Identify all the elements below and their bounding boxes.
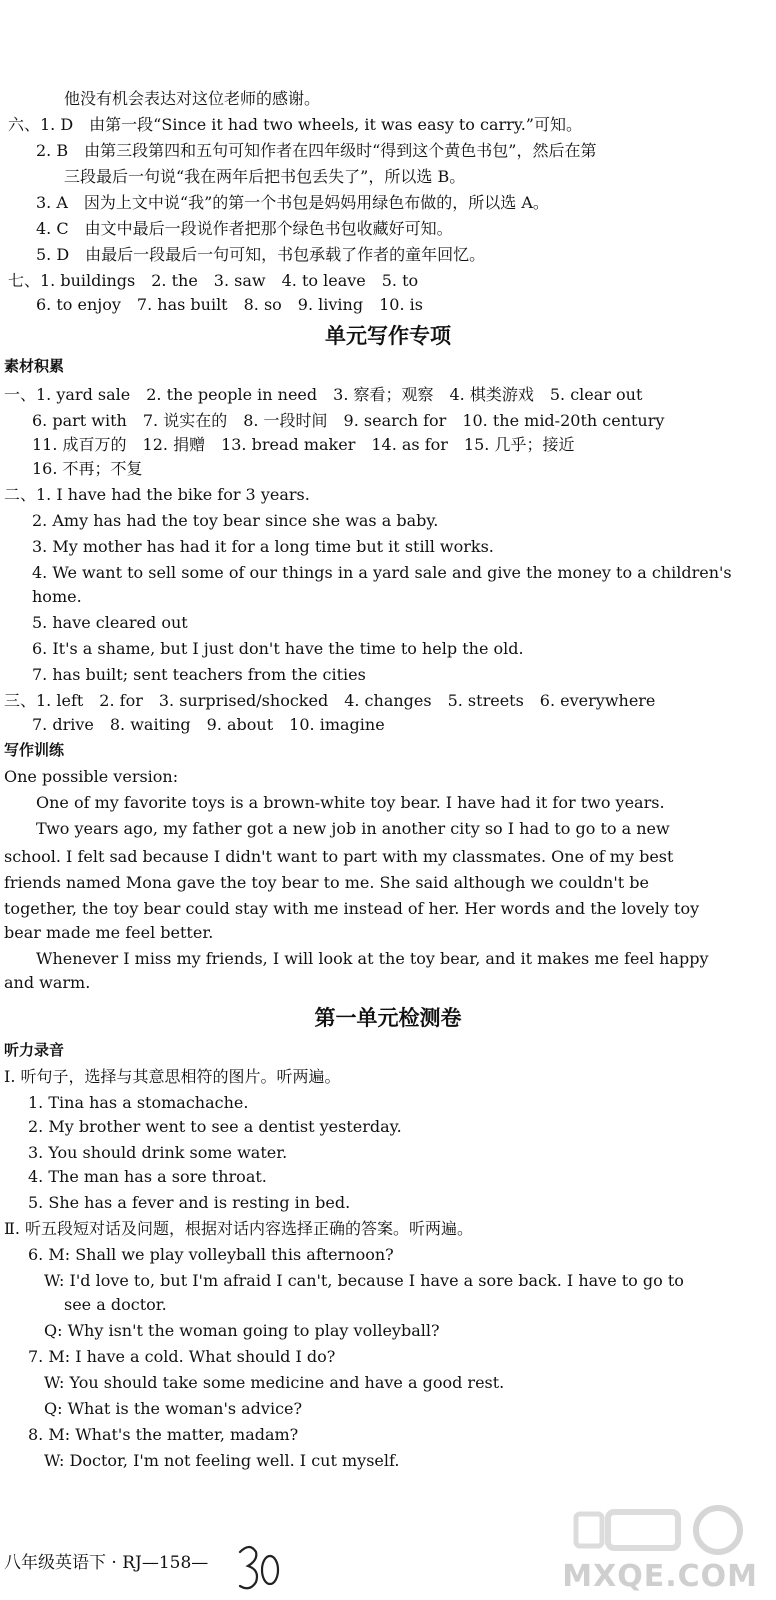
transcript-line: W: I'd love to, but I'm afraid I can't, because I have a sore back. I have to go to: [44, 1271, 684, 1290]
answer-line: 一、1. yard sale 2. the people in need 3. 察看；观察 4. 棋类游戏 5. clear out: [4, 385, 643, 404]
transcript-line: 7. M: I have a cold. What should I do?: [28, 1347, 336, 1366]
transcript-line: 3. You should drink some water.: [28, 1143, 288, 1162]
transcript-line: Q: Why isn't the woman going to play volleyball?: [44, 1321, 440, 1340]
subsection-label-material: 素材积累: [4, 357, 65, 375]
transcript-line: 5. She has a fever and is resting in bed.: [28, 1193, 351, 1212]
essay-line: One possible version:: [4, 767, 179, 786]
answer-line: 6. It's a shame, but I just don't have the time to help the old.: [32, 639, 524, 658]
subsection-label-training: 写作训练: [4, 741, 65, 759]
answer-line: 11. 成百万的 12. 捐赠 13. bread maker 14. as for 15. 几乎；接近: [32, 435, 575, 454]
handwritten-mark: [236, 1540, 282, 1596]
essay-line: Whenever I miss my friends, I will look at the toy bear, and it makes me feel happy: [36, 949, 709, 968]
essay-line: and warm.: [4, 973, 91, 992]
transcript-line: 1. Tina has a stomachache.: [28, 1093, 249, 1112]
answer-line: 2. Amy has had the toy bear since she was a baby.: [32, 511, 439, 530]
answer-line: 6. to enjoy 7. has built 8. so 9. living 10. is: [36, 295, 423, 314]
answer-line: 2. B 由第三段第四和五句可知作者在四年级时“得到这个黄色书包”，然后在第: [36, 141, 597, 160]
essay-line: together, the toy bear could stay with me instead of her. Her words and the lovely toy: [4, 899, 700, 918]
answer-line: home.: [32, 587, 82, 606]
transcript-line: W: You should take some medicine and have a good rest.: [44, 1373, 505, 1392]
essay-line: school. I felt sad because I didn't want to part with my classmates. One of my best: [4, 847, 674, 866]
answer-line: 4. C 由文中最后一段说作者把那个绿色书包收藏好可知。: [36, 219, 453, 238]
transcript-line: 2. My brother went to see a dentist yesterday.: [28, 1117, 402, 1136]
transcript-line: Q: What is the woman's advice?: [44, 1399, 303, 1418]
transcript-line: see a doctor.: [64, 1295, 167, 1314]
answer-line: 7. drive 8. waiting 9. about 10. imagine: [32, 715, 385, 734]
transcript-line: 6. M: Shall we play volleyball this afternoon?: [28, 1245, 394, 1264]
answer-line: 三段最后一句说“我在两年后把书包丢失了”，所以选 B。: [64, 167, 466, 186]
transcript-line: 4. The man has a sore throat.: [28, 1167, 267, 1186]
essay-line: One of my favorite toys is a brown-white toy bear. I have had it for two years.: [36, 793, 665, 812]
answer-line: 16. 不再；不复: [32, 459, 143, 478]
instruction-line: Ⅱ. 听五段短对话及问题，根据对话内容选择正确的答案。听两遍。: [4, 1219, 474, 1238]
answer-line: 二、1. I have had the bike for 3 years.: [4, 485, 310, 504]
answer-line: 5. have cleared out: [32, 613, 188, 632]
transcript-line: W: Doctor, I'm not feeling well. I cut myself.: [44, 1451, 400, 1470]
answer-line: 7. has built; sent teachers from the cities: [32, 665, 366, 684]
text-line: 他没有机会表达对这位老师的感谢。: [64, 89, 321, 108]
transcript-line: 8. M: What's the matter, madam?: [28, 1425, 299, 1444]
watermark-text: MXQE.COM: [562, 1559, 758, 1594]
answer-line: 三、1. left 2. for 3. surprised/shocked 4. changes 5. streets 6. everywhere: [4, 691, 656, 710]
essay-line: friends named Mona gave the toy bear to me. She said although we couldn't be: [4, 873, 649, 892]
answer-line: 3. My mother has had it for a long time but it still works.: [32, 537, 494, 556]
answer-line: 6. part with 7. 说实在的 8. 一段时间 9. search for 10. the mid-20th century: [32, 411, 665, 430]
answer-line: 3. A 因为上文中说“我”的第一个书包是妈妈用绿色布做的，所以选 A。: [36, 193, 549, 212]
answer-line: 六、1. D 由第一段“Since it had two wheels, it was easy to carry.”可知。: [8, 115, 582, 134]
section-title-writing: 单元写作专项: [325, 324, 451, 348]
essay-line: bear made me feel better.: [4, 923, 214, 942]
section-title-test: 第一单元检测卷: [314, 1006, 462, 1030]
instruction-line: Ⅰ. 听句子，选择与其意思相符的图片。听两遍。: [4, 1067, 341, 1086]
subsection-label-listening: 听力录音: [4, 1041, 65, 1059]
answer-line: 4. We want to sell some of our things in a yard sale and give the money to a children's: [32, 563, 732, 582]
page-footer: 八年级英语下 · RJ—158—: [4, 1553, 209, 1573]
answer-line: 5. D 由最后一段最后一句可知，书包承载了作者的童年回忆。: [36, 245, 486, 264]
answer-line: 七、1. buildings 2. the 3. saw 4. to leave 5. to: [8, 271, 419, 290]
essay-line: Two years ago, my father got a new job in another city so I had to go to a new: [36, 819, 670, 838]
